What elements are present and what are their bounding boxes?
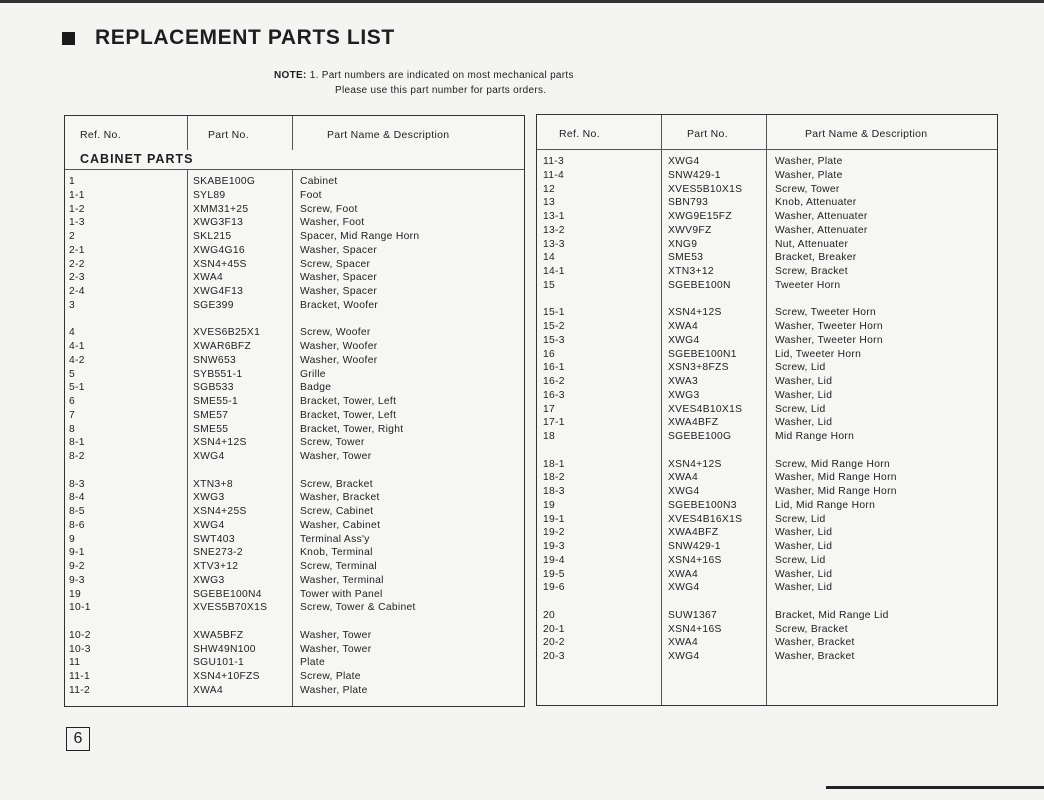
table-row [65, 478, 524, 492]
part-no-cell: XWG4 [668, 486, 700, 497]
description-cell: Spacer, Mid Range Horn [300, 231, 420, 242]
table-row [65, 629, 524, 643]
table-row [537, 458, 997, 472]
description-cell: Screw, Woofer [300, 327, 371, 339]
ref-no-cell: 4-2 [69, 354, 85, 366]
header-ref-no: Ref. No. [559, 128, 600, 140]
description-cell: Washer, Tower [300, 643, 372, 655]
table-row [537, 416, 997, 430]
table-row [537, 169, 997, 183]
ref-no-cell: 1-2 [69, 203, 85, 215]
table-row [537, 196, 997, 210]
description-cell: Washer, Spacer [300, 244, 378, 256]
description-cell: Washer, Plate [775, 156, 843, 167]
table-row [537, 485, 997, 499]
ref-no-cell: 16-1 [543, 362, 565, 374]
table-row [65, 450, 524, 464]
part-no-cell: XVES5B10X1S [668, 183, 743, 195]
table-row [65, 601, 524, 615]
part-no-cell: XSN4+25S [193, 506, 247, 517]
table-row [65, 409, 524, 423]
part-no-cell: XWV9FZ [668, 224, 712, 236]
table-row [65, 436, 524, 450]
table-row [65, 285, 524, 299]
description-cell: Washer, Woofer [300, 341, 378, 352]
description-cell: Screw, Tower & Cabinet [300, 602, 416, 614]
part-no-cell: XSN4+12S [668, 307, 722, 319]
description-cell: Screw, Plate [300, 671, 361, 682]
table-row [65, 588, 524, 602]
ref-no-cell: 20-1 [543, 623, 565, 635]
ref-no-cell: 18 [543, 431, 556, 442]
description-cell: Washer, Attenuater [775, 211, 868, 222]
ref-no-cell: 5 [69, 368, 76, 380]
table-row [537, 526, 997, 540]
ref-no-cell: 8-2 [69, 451, 85, 462]
ref-no-cell: 19-4 [543, 554, 565, 566]
description-cell: Screw, Lid [775, 513, 826, 525]
table-row [65, 560, 524, 574]
description-cell: Screw, Bracket [300, 478, 373, 490]
ref-no-cell: 8-5 [69, 506, 85, 517]
ref-no-cell: 16-2 [543, 376, 565, 387]
table-row [65, 519, 524, 533]
table-row [537, 183, 997, 197]
description-cell: Bracket, Woofer [300, 299, 379, 311]
table-row [537, 210, 997, 224]
ref-no-cell: 11-2 [69, 684, 91, 696]
description-cell: Plate [300, 657, 325, 669]
ref-no-cell: 2-4 [69, 286, 85, 297]
part-no-cell: XSN4+16S [668, 554, 722, 566]
ref-no-cell: 15-2 [543, 321, 565, 332]
ref-no-cell: 11-3 [543, 156, 565, 167]
description-cell: Washer, Plate [300, 684, 368, 696]
ref-no-cell: 10-2 [69, 629, 91, 641]
part-no-cell: SGEBE100N [668, 279, 731, 291]
top-edge-line [0, 0, 1044, 3]
table-row [65, 299, 524, 313]
part-no-cell: SYL89 [193, 189, 226, 201]
description-cell: Screw, Tweeter Horn [775, 307, 877, 319]
part-no-cell: XWG4 [668, 156, 700, 167]
ref-no-cell: 8-4 [69, 492, 85, 504]
table-row [537, 224, 997, 238]
table-row [537, 375, 997, 389]
ref-no-cell: 2-1 [69, 244, 85, 256]
table-row [537, 623, 997, 637]
part-no-cell: SNE273-2 [193, 547, 243, 559]
header-part-no: Part No. [687, 128, 728, 140]
description-cell: Bracket, Tower, Right [300, 423, 404, 435]
part-no-cell: SGEBE100N4 [193, 588, 262, 600]
header-part-no: Part No. [208, 129, 249, 141]
part-no-cell: SGEBE100G [668, 431, 732, 442]
table-row [537, 430, 997, 444]
ref-no-cell: 2 [69, 231, 76, 242]
ref-no-cell: 18-1 [543, 458, 565, 470]
description-cell: Terminal Ass'y [300, 533, 370, 545]
ref-no-cell: 15 [543, 279, 556, 291]
bottom-rule [826, 786, 1044, 789]
table-row [65, 340, 524, 354]
ref-no-cell: 1 [69, 176, 76, 187]
description-cell: Mid Range Horn [775, 431, 855, 442]
part-no-cell: XTN3+8 [193, 478, 233, 490]
description-cell: Washer, Tower [300, 451, 372, 462]
part-no-cell: XWA4BFZ [668, 527, 719, 539]
part-no-cell: XSN4+12S [668, 458, 722, 470]
ref-no-cell: 8-6 [69, 519, 85, 531]
description-cell: Washer, Spacer [300, 286, 378, 297]
table-row [65, 533, 524, 547]
note-line-1: 1. Part numbers are indicated on most mechanical parts [309, 70, 574, 81]
table-row [537, 389, 997, 403]
description-cell: Screw, Terminal [300, 561, 377, 572]
parts-table-right [536, 114, 998, 706]
ref-no-cell: 20-2 [543, 637, 565, 649]
ref-no-cell: 18-2 [543, 472, 565, 484]
table-row [537, 499, 997, 513]
table-header [65, 116, 524, 151]
ref-no-cell: 19 [69, 588, 82, 600]
description-cell: Screw, Foot [300, 203, 358, 215]
description-cell: Bracket, Breaker [775, 252, 857, 264]
table-row [537, 568, 997, 582]
ref-no-cell: 4 [69, 327, 76, 339]
part-no-cell: XWAR6BFZ [193, 341, 252, 352]
part-no-cell: SKL215 [193, 231, 232, 242]
part-no-cell: SGEBE100N3 [668, 499, 737, 511]
part-no-cell: XVES5B70X1S [193, 602, 268, 614]
part-no-cell: SME53 [668, 252, 704, 264]
ref-no-cell: 2-3 [69, 272, 85, 284]
description-cell: Screw, Bracket [775, 623, 848, 635]
part-no-cell: SGB533 [193, 382, 234, 394]
note-label: NOTE: [274, 70, 307, 81]
part-no-cell: XWA4 [668, 472, 698, 484]
table-row [65, 505, 524, 519]
table-row [65, 271, 524, 285]
note-line-2: Please use this part number for parts orders. [335, 85, 547, 96]
description-cell: Screw, Bracket [775, 266, 848, 277]
table-row [65, 354, 524, 368]
table-row [537, 361, 997, 375]
ref-no-cell: 2-2 [69, 258, 85, 270]
description-cell: Foot [300, 189, 322, 201]
description-cell: Badge [300, 382, 332, 394]
description-cell: Washer, Bracket [300, 492, 380, 504]
ref-no-cell: 19-5 [543, 568, 565, 580]
ref-no-cell: 5-1 [69, 382, 85, 394]
square-bullet-icon [62, 32, 75, 45]
part-no-cell: SGU101-1 [193, 657, 245, 669]
table-row [65, 395, 524, 409]
table-row [537, 251, 997, 265]
description-cell: Tower with Panel [300, 588, 383, 600]
description-cell: Nut, Attenuater [775, 238, 849, 250]
part-no-cell: SWT403 [193, 533, 235, 545]
part-no-cell: XTV3+12 [193, 561, 239, 572]
table-row [65, 244, 524, 258]
ref-no-cell: 9 [69, 533, 76, 545]
part-no-cell: SME55-1 [193, 396, 239, 407]
part-no-cell: XWG4 [668, 582, 700, 594]
part-no-cell: XWG3 [193, 574, 225, 586]
table-row [65, 216, 524, 230]
description-cell: Washer, Lid [775, 541, 833, 552]
table-row [537, 636, 997, 650]
part-no-cell: XVES4B10X1S [668, 403, 743, 415]
table-row [537, 348, 997, 362]
part-no-cell: XWA4 [668, 568, 698, 580]
table-row [65, 684, 524, 698]
description-cell: Washer, Lid [775, 376, 833, 387]
table-row [65, 326, 524, 340]
description-cell: Bracket, Tower, Left [300, 409, 397, 421]
description-cell: Screw, Lid [775, 362, 826, 374]
table-row [65, 189, 524, 203]
description-cell: Washer, Terminal [300, 574, 384, 586]
description-cell: Screw, Lid [775, 554, 826, 566]
table-row [537, 581, 997, 595]
header-description: Part Name & Description [805, 128, 928, 140]
description-cell: Grille [300, 368, 326, 380]
description-cell: Washer, Lid [775, 389, 833, 401]
description-cell: Washer, Spacer [300, 272, 378, 284]
table-row [65, 574, 524, 588]
part-no-cell: XWG4 [193, 519, 225, 531]
table-row [65, 230, 524, 244]
description-cell: Washer, Foot [300, 217, 365, 229]
table-row [65, 368, 524, 382]
description-cell: Washer, Lid [775, 568, 833, 580]
table-row [65, 423, 524, 437]
ref-no-cell: 7 [69, 409, 76, 421]
table-row [537, 306, 997, 320]
part-no-cell: XNG9 [668, 238, 698, 250]
description-cell: Washer, Lid [775, 527, 833, 539]
ref-no-cell: 11-4 [543, 169, 565, 181]
note-block [274, 68, 574, 98]
page-heading [62, 26, 395, 50]
table-row [65, 643, 524, 657]
header-ref-no: Ref. No. [80, 129, 121, 141]
description-cell: Screw, Lid [775, 403, 826, 415]
section-row [65, 150, 524, 170]
ref-no-cell: 19-2 [543, 527, 565, 539]
table-row [537, 513, 997, 527]
part-no-cell: SUW1367 [668, 609, 718, 621]
part-no-cell: XTN3+12 [668, 266, 714, 277]
part-no-cell: XWG4 [668, 651, 700, 662]
table-row [537, 650, 997, 664]
description-cell: Washer, Tweeter Horn [775, 334, 883, 346]
ref-no-cell: 1-1 [69, 189, 85, 201]
part-no-cell: XWA4BFZ [668, 417, 719, 429]
part-no-cell: XWA3 [668, 376, 698, 387]
table-row [537, 403, 997, 417]
ref-no-cell: 9-2 [69, 561, 85, 572]
description-cell: Cabinet [300, 176, 338, 187]
table-row [65, 491, 524, 505]
part-no-cell: XSN4+10FZS [193, 671, 260, 682]
description-cell: Washer, Mid Range Horn [775, 472, 897, 484]
ref-no-cell: 13-2 [543, 224, 565, 236]
ref-no-cell: 15-3 [543, 334, 565, 346]
part-no-cell: XWA4 [193, 684, 223, 696]
table-row [537, 609, 997, 623]
table-row [65, 656, 524, 670]
ref-no-cell: 20 [543, 609, 556, 621]
table-header [537, 115, 997, 150]
part-no-cell: XSN4+16S [668, 623, 722, 635]
ref-no-cell: 11 [69, 657, 81, 669]
part-no-cell: XVES4B16X1S [668, 513, 743, 525]
part-no-cell: XVES6B25X1 [193, 327, 261, 339]
description-cell: Washer, Lid [775, 582, 833, 594]
table-row [537, 471, 997, 485]
description-cell: Screw, Cabinet [300, 506, 374, 517]
description-cell: Lid, Tweeter Horn [775, 348, 862, 360]
ref-no-cell: 19-3 [543, 541, 565, 552]
part-no-cell: XWG3F13 [193, 217, 244, 229]
ref-no-cell: 12 [543, 183, 556, 195]
part-no-cell: XWG4 [193, 451, 225, 462]
ref-no-cell: 8-3 [69, 478, 85, 490]
parts-table-left [64, 115, 525, 707]
table-row [537, 554, 997, 568]
ref-no-cell: 13 [543, 197, 556, 209]
part-no-cell: SME57 [193, 409, 229, 421]
section-title: CABINET PARTS [80, 152, 194, 166]
part-no-cell: XWG3 [668, 389, 700, 401]
description-cell: Tweeter Horn [775, 279, 841, 291]
part-no-cell: XWA4 [193, 272, 223, 284]
description-cell: Washer, Tweeter Horn [775, 321, 883, 332]
part-no-cell: SBN793 [668, 197, 709, 209]
ref-no-cell: 10-3 [69, 643, 91, 655]
description-cell: Washer, Tower [300, 629, 372, 641]
description-cell: Washer, Mid Range Horn [775, 486, 897, 497]
description-cell: Washer, Cabinet [300, 519, 381, 531]
ref-no-cell: 19-1 [543, 513, 565, 525]
ref-no-cell: 17-1 [543, 417, 565, 429]
description-cell: Knob, Attenuater [775, 197, 857, 209]
description-cell: Washer, Bracket [775, 637, 855, 649]
table-row [537, 279, 997, 293]
ref-no-cell: 9-3 [69, 574, 85, 586]
ref-no-cell: 6 [69, 396, 76, 407]
description-cell: Screw, Tower [300, 437, 365, 449]
ref-no-cell: 15-1 [543, 307, 565, 319]
table-row [65, 546, 524, 560]
table-row [537, 265, 997, 279]
ref-no-cell: 11-1 [69, 671, 91, 682]
ref-no-cell: 4-1 [69, 341, 85, 352]
description-cell: Lid, Mid Range Horn [775, 499, 876, 511]
part-no-cell: XWG4G16 [193, 244, 245, 256]
part-no-cell: XSN4+45S [193, 258, 247, 270]
part-no-cell: SGEBE100N1 [668, 348, 737, 360]
part-no-cell: SNW429-1 [668, 541, 721, 552]
part-no-cell: XMM31+25 [193, 203, 249, 215]
description-cell: Knob, Terminal [300, 547, 373, 559]
part-no-cell: XWA4 [668, 321, 698, 332]
description-cell: Washer, Lid [775, 417, 833, 429]
part-no-cell: XWG4F13 [193, 286, 244, 297]
ref-no-cell: 8 [69, 423, 76, 435]
ref-no-cell: 19 [543, 499, 556, 511]
description-cell: Screw, Mid Range Horn [775, 458, 891, 470]
ref-no-cell: 13-1 [543, 211, 565, 222]
table-row [65, 203, 524, 217]
table-row [65, 670, 524, 684]
ref-no-cell: 1-3 [69, 217, 85, 229]
ref-no-cell: 18-3 [543, 486, 565, 497]
heading-text: REPLACEMENT PARTS LIST [95, 26, 395, 49]
part-no-cell: SKABE100G [193, 176, 256, 187]
part-no-cell: SME55 [193, 423, 229, 435]
ref-no-cell: 19-6 [543, 582, 565, 594]
part-no-cell: XSN3+8FZS [668, 362, 729, 374]
part-no-cell: SNW429-1 [668, 169, 721, 181]
description-cell: Washer, Woofer [300, 354, 378, 366]
ref-no-cell: 20-3 [543, 651, 565, 662]
part-no-cell: XWG4 [668, 334, 700, 346]
header-description: Part Name & Description [327, 129, 450, 141]
table-row [537, 238, 997, 252]
ref-no-cell: 13-3 [543, 238, 565, 250]
part-no-cell: XSN4+12S [193, 437, 247, 449]
description-cell: Screw, Tower [775, 183, 840, 195]
part-no-cell: XWA4 [668, 637, 698, 649]
table-row [65, 175, 524, 189]
part-no-cell: SNW653 [193, 354, 237, 366]
description-cell: Bracket, Mid Range Lid [775, 609, 889, 621]
ref-no-cell: 9-1 [69, 547, 85, 559]
description-cell: Washer, Plate [775, 169, 843, 181]
part-no-cell: XWG9E15FZ [668, 211, 732, 222]
description-cell: Bracket, Tower, Left [300, 396, 397, 407]
table-row [537, 155, 997, 169]
ref-no-cell: 16 [543, 348, 556, 360]
description-cell: Washer, Bracket [775, 651, 855, 662]
ref-no-cell: 8-1 [69, 437, 85, 449]
table-row [65, 258, 524, 272]
table-row [537, 540, 997, 554]
table-row [537, 334, 997, 348]
part-no-cell: XWA5BFZ [193, 629, 244, 641]
ref-no-cell: 16-3 [543, 389, 565, 401]
ref-no-cell: 10-1 [69, 602, 91, 614]
table-row [65, 381, 524, 395]
part-no-cell: SYB551-1 [193, 368, 243, 380]
ref-no-cell: 14 [543, 252, 556, 264]
table-row [537, 320, 997, 334]
ref-no-cell: 17 [543, 403, 556, 415]
description-cell: Washer, Attenuater [775, 224, 868, 236]
part-no-cell: SHW49N100 [193, 643, 256, 655]
part-no-cell: SGE399 [193, 299, 234, 311]
part-no-cell: XWG3 [193, 492, 225, 504]
description-cell: Screw, Spacer [300, 258, 371, 270]
ref-no-cell: 14-1 [543, 266, 565, 277]
page-number: 6 [66, 727, 90, 751]
ref-no-cell: 3 [69, 299, 76, 311]
